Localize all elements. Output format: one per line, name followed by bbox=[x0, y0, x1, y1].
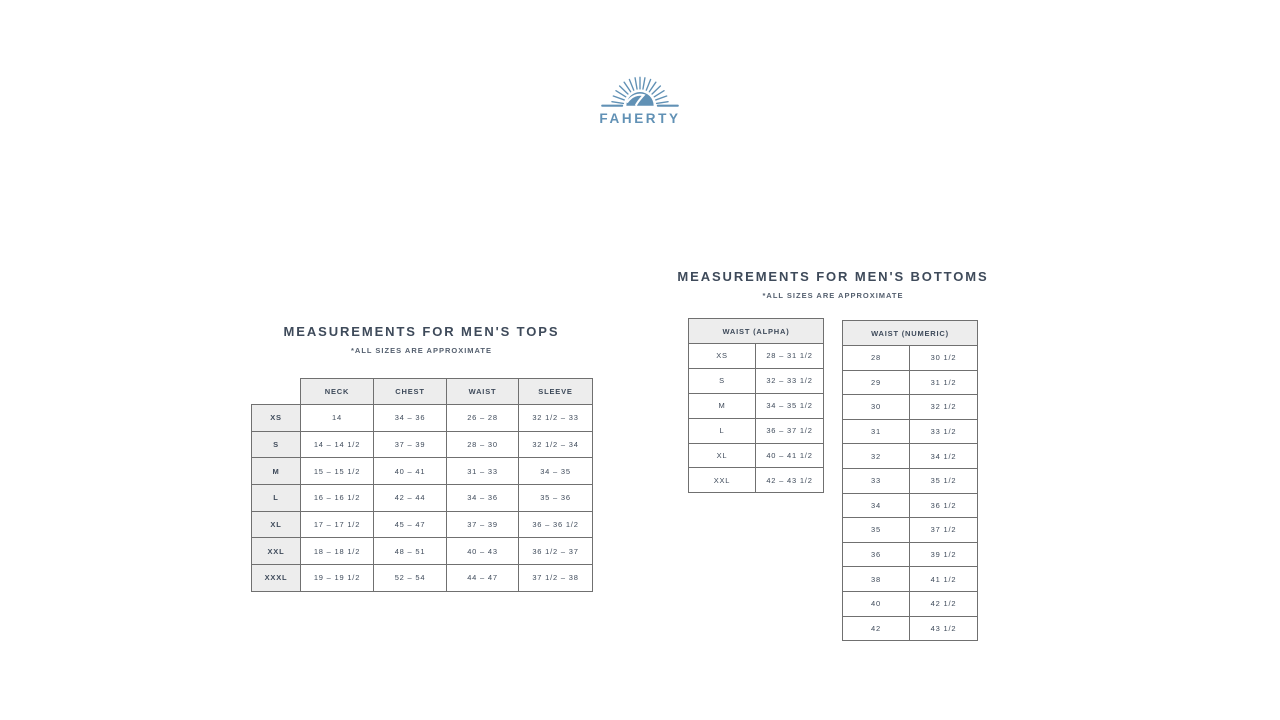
numeric-table-row bbox=[843, 395, 978, 420]
measurement-cell: 43 1/2 bbox=[910, 616, 978, 641]
alpha-table-row bbox=[689, 344, 824, 369]
measurement-cell: 37 – 39 bbox=[447, 511, 519, 538]
measurement-cell: 31 – 33 bbox=[447, 458, 519, 485]
alpha-table-header: WAIST (ALPHA) bbox=[689, 319, 824, 344]
measurement-cell: 40 – 43 bbox=[447, 538, 519, 565]
column-header-waist: WAIST bbox=[447, 379, 519, 405]
alpha-table-row bbox=[689, 368, 824, 393]
tops-table-row bbox=[252, 458, 593, 485]
size-label-cell: XS bbox=[252, 405, 301, 432]
numeric-table-row bbox=[843, 370, 978, 395]
measurement-cell: 32 – 33 1/2 bbox=[756, 368, 824, 393]
numeric-table-row bbox=[843, 419, 978, 444]
bottoms-title: MEASUREMENTS FOR MEN'S BOTTOMS bbox=[677, 269, 989, 284]
measurement-cell: 28 – 31 1/2 bbox=[756, 344, 824, 369]
measurement-cell: 34 – 35 1/2 bbox=[756, 393, 824, 418]
measurement-cell: 26 – 28 bbox=[447, 405, 519, 432]
column-header-sleeve: SLEEVE bbox=[519, 379, 593, 405]
numeric-table-row bbox=[843, 493, 978, 518]
bottoms-subtitle: *ALL SIZES ARE APPROXIMATE bbox=[762, 291, 904, 300]
size-label-cell: 30 bbox=[843, 395, 910, 420]
measurement-cell: 35 – 36 bbox=[519, 485, 593, 512]
size-label-cell: M bbox=[689, 393, 756, 418]
numeric-table-body bbox=[843, 346, 978, 641]
measurement-cell: 30 1/2 bbox=[910, 346, 978, 371]
tops-table-row bbox=[252, 511, 593, 538]
measurement-cell: 34 1/2 bbox=[910, 444, 978, 469]
size-label-cell: 36 bbox=[843, 542, 910, 567]
numeric-table-row bbox=[843, 518, 978, 543]
measurement-cell: 32 1/2 – 34 bbox=[519, 431, 593, 458]
tops-size-table bbox=[251, 378, 593, 592]
measurement-cell: 17 – 17 1/2 bbox=[301, 511, 374, 538]
measurement-cell: 36 – 36 1/2 bbox=[519, 511, 593, 538]
alpha-table-row bbox=[689, 393, 824, 418]
measurement-cell: 37 – 39 bbox=[374, 431, 447, 458]
size-label-cell: 34 bbox=[843, 493, 910, 518]
size-label-cell: L bbox=[252, 485, 301, 512]
size-label-cell: 29 bbox=[843, 370, 910, 395]
waist-alpha-table bbox=[688, 318, 824, 493]
numeric-table-row bbox=[843, 468, 978, 493]
numeric-table-row bbox=[843, 567, 978, 592]
size-label-cell: 40 bbox=[843, 591, 910, 616]
measurement-cell: 35 1/2 bbox=[910, 468, 978, 493]
tops-table-row bbox=[252, 565, 593, 592]
size-label-cell: 28 bbox=[843, 346, 910, 371]
size-label-cell: M bbox=[252, 458, 301, 485]
column-header-chest: CHEST bbox=[374, 379, 447, 405]
size-label-cell: XS bbox=[689, 344, 756, 369]
measurement-cell: 48 – 51 bbox=[374, 538, 447, 565]
size-label-cell: 35 bbox=[843, 518, 910, 543]
measurement-cell: 31 1/2 bbox=[910, 370, 978, 395]
measurement-cell: 16 – 16 1/2 bbox=[301, 485, 374, 512]
alpha-header-row bbox=[689, 319, 824, 344]
measurement-cell: 42 1/2 bbox=[910, 591, 978, 616]
measurement-cell: 37 1/2 – 38 bbox=[519, 565, 593, 592]
numeric-table-row bbox=[843, 616, 978, 641]
measurement-cell: 36 1/2 – 37 bbox=[519, 538, 593, 565]
column-header-neck: NECK bbox=[301, 379, 374, 405]
tops-table-row bbox=[252, 431, 593, 458]
alpha-table-row bbox=[689, 468, 824, 493]
measurement-cell: 14 – 14 1/2 bbox=[301, 431, 374, 458]
numeric-table-header: WAIST (NUMERIC) bbox=[843, 321, 978, 346]
measurement-cell: 41 1/2 bbox=[910, 567, 978, 592]
measurement-cell: 42 – 44 bbox=[374, 485, 447, 512]
measurement-cell: 36 1/2 bbox=[910, 493, 978, 518]
measurement-cell: 52 – 54 bbox=[374, 565, 447, 592]
size-label-cell: XL bbox=[252, 511, 301, 538]
size-label-cell: S bbox=[252, 431, 301, 458]
tops-subtitle: *ALL SIZES ARE APPROXIMATE bbox=[350, 346, 492, 355]
measurement-cell: 37 1/2 bbox=[910, 518, 978, 543]
measurement-cell: 34 – 36 bbox=[374, 405, 447, 432]
tops-section bbox=[251, 324, 592, 594]
tops-table-body bbox=[252, 405, 593, 592]
size-label-cell: S bbox=[689, 368, 756, 393]
measurement-cell: 34 – 35 bbox=[519, 458, 593, 485]
measurement-cell: 36 – 37 1/2 bbox=[756, 418, 824, 443]
tops-table-row bbox=[252, 538, 593, 565]
measurement-cell: 15 – 15 1/2 bbox=[301, 458, 374, 485]
brand-name: FAHERTY bbox=[599, 111, 681, 126]
numeric-table-row bbox=[843, 444, 978, 469]
brand-logo bbox=[594, 72, 686, 126]
size-label-cell: 38 bbox=[843, 567, 910, 592]
numeric-table-row bbox=[843, 542, 978, 567]
size-label-cell: 33 bbox=[843, 468, 910, 493]
measurement-cell: 18 – 18 1/2 bbox=[301, 538, 374, 565]
measurement-cell: 40 – 41 bbox=[374, 458, 447, 485]
numeric-header-row bbox=[843, 321, 978, 346]
waist-numeric-table bbox=[842, 320, 978, 641]
numeric-table-row bbox=[843, 346, 978, 371]
tops-header-row bbox=[252, 379, 593, 405]
alpha-table-row bbox=[689, 443, 824, 468]
size-label-cell: 31 bbox=[843, 419, 910, 444]
tops-table-row bbox=[252, 485, 593, 512]
measurement-cell: 44 – 47 bbox=[447, 565, 519, 592]
tops-table-row bbox=[252, 405, 593, 432]
size-label-cell: 42 bbox=[843, 616, 910, 641]
sunrise-wave-icon bbox=[598, 72, 682, 110]
measurement-cell: 39 1/2 bbox=[910, 542, 978, 567]
alpha-table-row bbox=[689, 418, 824, 443]
size-label-cell: XXL bbox=[689, 468, 756, 493]
corner-cell bbox=[252, 379, 301, 405]
measurement-cell: 34 – 36 bbox=[447, 485, 519, 512]
size-label-cell: 32 bbox=[843, 444, 910, 469]
measurement-cell: 28 – 30 bbox=[447, 431, 519, 458]
size-label-cell: XL bbox=[689, 443, 756, 468]
size-label-cell: XXL bbox=[252, 538, 301, 565]
measurement-cell: 14 bbox=[301, 405, 374, 432]
tops-title: MEASUREMENTS FOR MEN'S TOPS bbox=[283, 324, 560, 339]
size-label-cell: L bbox=[689, 418, 756, 443]
measurement-cell: 45 – 47 bbox=[374, 511, 447, 538]
numeric-table-row bbox=[843, 591, 978, 616]
alpha-table-body bbox=[689, 344, 824, 493]
measurement-cell: 19 – 19 1/2 bbox=[301, 565, 374, 592]
bottoms-section bbox=[663, 269, 1003, 649]
measurement-cell: 40 – 41 1/2 bbox=[756, 443, 824, 468]
measurement-cell: 32 1/2 bbox=[910, 395, 978, 420]
measurement-cell: 33 1/2 bbox=[910, 419, 978, 444]
measurement-cell: 42 – 43 1/2 bbox=[756, 468, 824, 493]
size-label-cell: XXXL bbox=[252, 565, 301, 592]
measurement-cell: 32 1/2 – 33 bbox=[519, 405, 593, 432]
